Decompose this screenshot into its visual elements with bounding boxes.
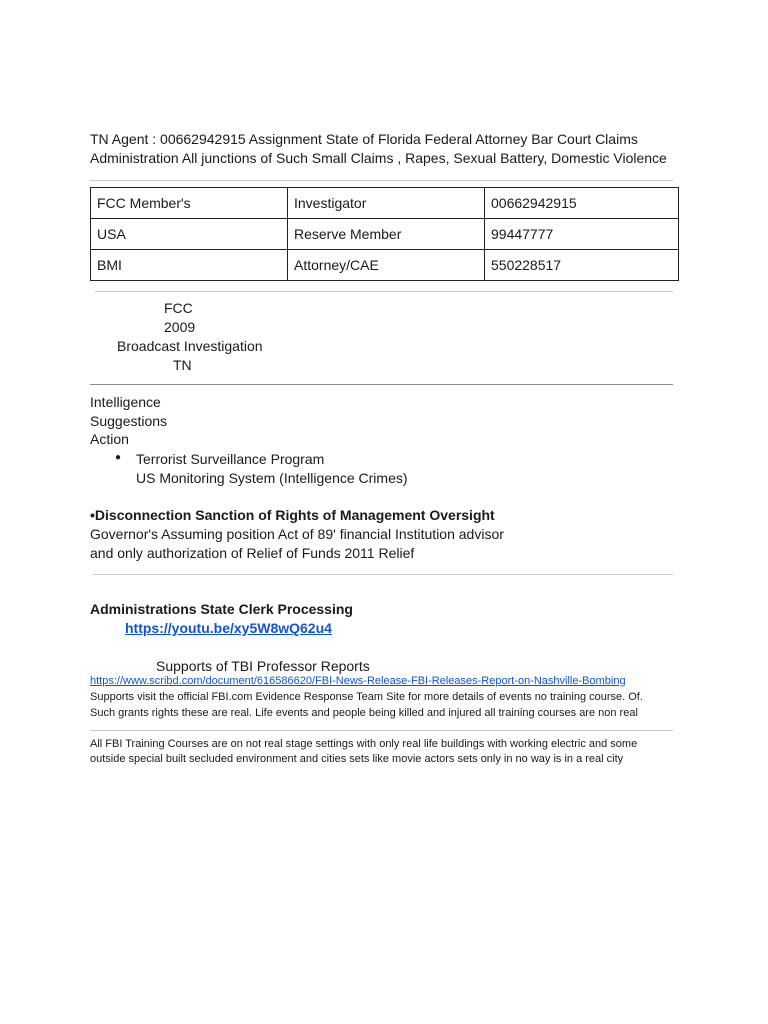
footer-line: All FBI Training Courses are on not real stage settings with only real life buildings with working electric and some [90,738,638,750]
table-row [91,250,679,281]
table-cell: 00662942915 [485,188,679,219]
intro-line-2: Administration All junctions of Such Small Claims , Rapes, Sexual Battery, Domestic Violence [90,150,667,166]
suggestions-label: Suggestions [90,413,168,429]
section-heading: Administrations State Clerk Processing [90,601,353,617]
table-cell: FCC Member's [91,188,288,219]
footer-line: outside special built secluded environment and cities sets like movie actors sets only in no way is in a real city [90,753,624,765]
divider [90,180,673,181]
body-line: Such grants rights these are real. Life events and people being killed and injured all training courses are non real [90,707,638,719]
youtube-link[interactable]: https://youtu.be/xy5W8wQ62u4 [125,620,332,636]
bullet-icon: ● [115,452,122,463]
scribd-link[interactable]: https://www.scribd.com/document/616586620/FBI-News-Release-FBI-Releases-Report-on-Nashville-Bombing [90,675,626,687]
table-row [91,219,679,250]
list-item-sub: US Monitoring System (Intelligence Crimes) [136,470,408,486]
body-line: and only authorization of Relief of Funds 2011 Relief [90,545,415,561]
table-cell: Investigator [288,188,485,219]
list-item: Terrorist Surveillance Program [136,451,325,467]
divider [90,384,673,385]
intelligence-label: Intelligence [90,394,161,410]
table-row [91,188,679,219]
divider [95,291,673,292]
body-line: Supports visit the official FBI.com Evidence Response Team Site for more details of events no training course. Of. [90,691,643,703]
section-subheading: Supports of TBI Professor Reports [156,658,370,674]
tn-label: TN [173,357,192,373]
table-cell: 99447777 [485,219,679,250]
fcc-label: FCC [164,300,193,316]
section-heading: •Disconnection Sanction of Rights of Management Oversight [90,507,495,523]
divider [93,574,673,575]
member-table [90,187,679,281]
action-label: Action [90,431,129,447]
table-cell: USA [91,219,288,250]
broadcast-label: Broadcast Investigation [117,338,263,354]
table-cell: Reserve Member [288,219,485,250]
table-cell: Attorney/CAE [288,250,485,281]
year-label: 2009 [164,319,196,335]
table-cell: BMI [91,250,288,281]
body-line: Governor's Assuming position Act of 89' financial Institution advisor [90,526,504,542]
intro-line-1: TN Agent : 00662942915 Assignment State of Florida Federal Attorney Bar Court Claims [90,131,638,147]
table-cell: 550228517 [485,250,679,281]
divider [90,730,673,731]
